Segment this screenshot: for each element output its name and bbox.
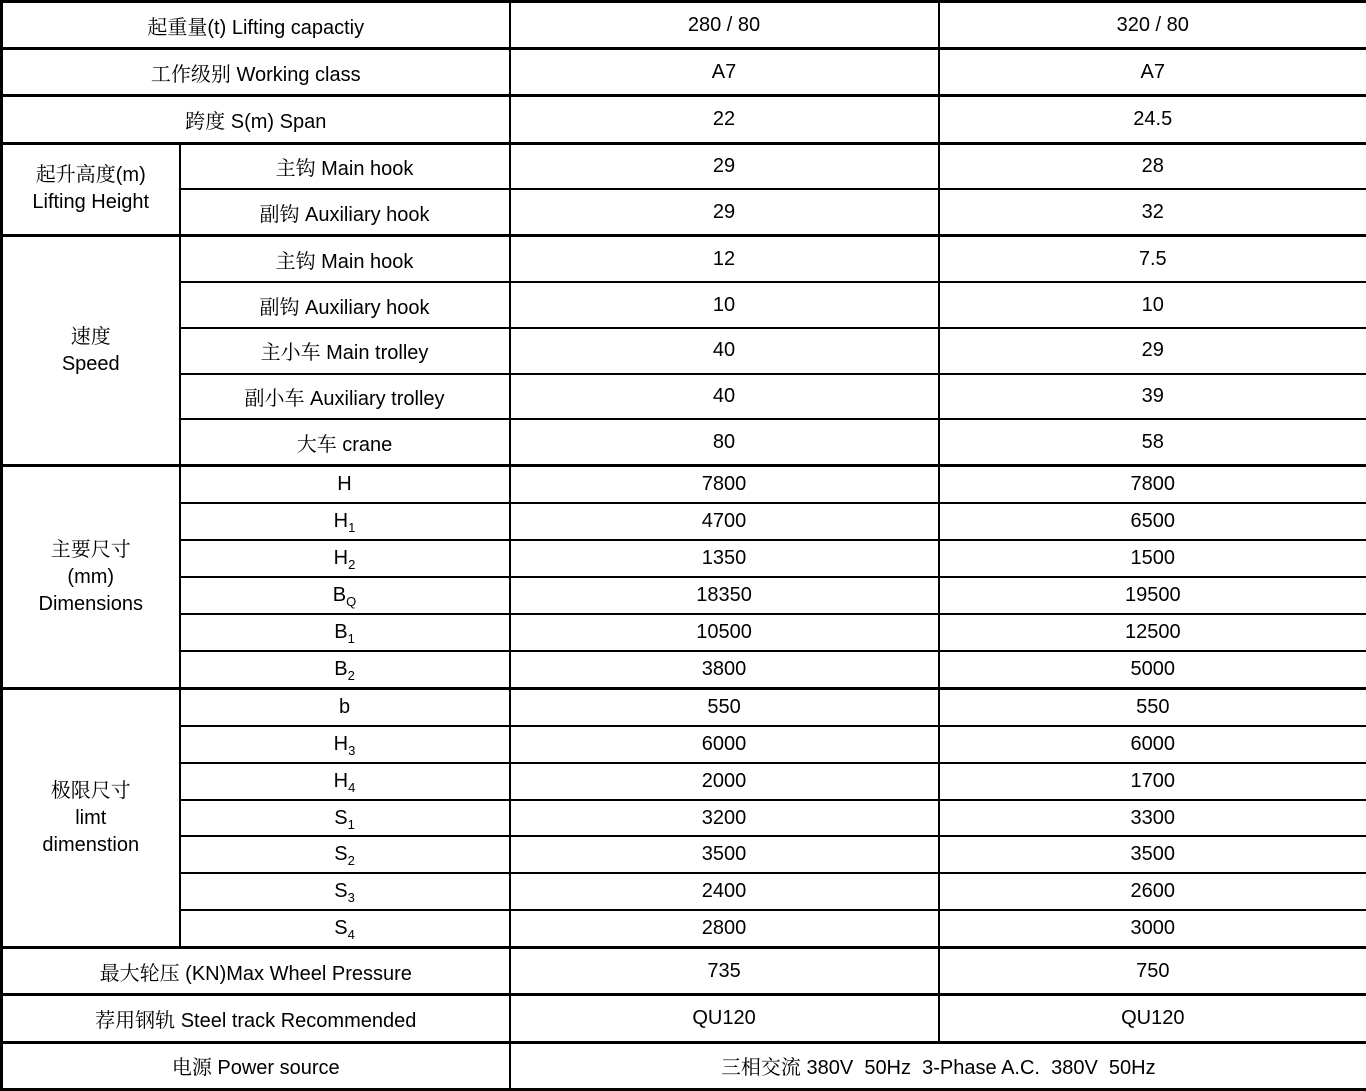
value-cell: 3500 xyxy=(510,836,939,873)
row-speed-main-trolley xyxy=(2,328,1366,374)
value-cell: 5000 xyxy=(939,651,1366,689)
row-power-source xyxy=(2,1042,1366,1089)
value-cell: 750 xyxy=(939,948,1366,995)
group-label-en: Speed xyxy=(61,352,120,375)
sub-label: 副钩 Auxiliary hook xyxy=(180,189,510,235)
symbol-label: $B_1$ xyxy=(180,614,510,651)
value-cell: 6500 xyxy=(939,503,1366,540)
symbol-label: $H_4$ xyxy=(180,763,510,800)
value-cell: 3000 xyxy=(939,910,1366,948)
row-dim-H2 xyxy=(2,540,1366,577)
row-speed-aux-hook xyxy=(2,282,1366,328)
row-working-class xyxy=(2,49,1366,96)
value-cell: 7800 xyxy=(510,466,939,504)
value-cell: 550 xyxy=(510,688,939,726)
value-cell: 12 xyxy=(510,236,939,282)
value-cell: 1500 xyxy=(939,540,1366,577)
sub-label: 大车 crane xyxy=(180,419,510,465)
value-cell: QU120 xyxy=(510,995,939,1042)
lifting-capacity-label: 起重量(t) Lifting capactiy xyxy=(2,2,510,49)
value-cell: 2600 xyxy=(939,873,1366,910)
span-label: 跨度 S(m) Span xyxy=(2,96,510,143)
power-source-label: 电源 Power source xyxy=(2,1042,510,1089)
group-label-en: limt xyxy=(75,806,107,829)
value-cell: 6000 xyxy=(510,726,939,763)
value-cell: 80 xyxy=(510,419,939,465)
value-cell: 1350 xyxy=(510,540,939,577)
row-limit-H4 xyxy=(2,763,1366,800)
value-cell: 735 xyxy=(510,948,939,995)
row-dim-B2 xyxy=(2,651,1366,689)
group-label-en: dimenstion xyxy=(42,833,140,856)
value-cell: 22 xyxy=(510,96,939,143)
symbol-label: $H_2$ xyxy=(180,540,510,577)
value-cell: A7 xyxy=(510,49,939,96)
value-cell: 39 xyxy=(939,374,1366,420)
symbol-label: $B_2$ xyxy=(180,651,510,689)
value-cell: 3500 xyxy=(939,836,1366,873)
value-cell: 2000 xyxy=(510,763,939,800)
symbol-label: $S_3$ xyxy=(180,873,510,910)
value-cell: A7 xyxy=(939,49,1366,96)
group-label-zh: 主要尺寸 xyxy=(50,538,131,561)
row-limit-S4 xyxy=(2,910,1366,948)
symbol-label: b xyxy=(180,688,510,726)
value-cell: 40 xyxy=(510,374,939,420)
value-cell: 3200 xyxy=(510,800,939,837)
group-label-en: Dimensions xyxy=(38,592,143,615)
row-speed-aux-trolley xyxy=(2,374,1366,420)
sub-label: 副小车 Auxiliary trolley xyxy=(180,374,510,420)
value-cell: 28 xyxy=(939,143,1366,189)
sub-label: 主钩 Main hook xyxy=(180,143,510,189)
value-cell: 19500 xyxy=(939,577,1366,614)
value-cell: 58 xyxy=(939,419,1366,465)
symbol-label: $S_2$ xyxy=(180,836,510,873)
sub-label: 主小车 Main trolley xyxy=(180,328,510,374)
group-label-en: Lifting Height xyxy=(32,191,150,214)
value-cell: 320 / 80 xyxy=(939,2,1366,49)
value-cell: 10 xyxy=(939,282,1366,328)
row-dim-BQ xyxy=(2,577,1366,614)
row-dim-B1 xyxy=(2,614,1366,651)
value-cell: 10 xyxy=(510,282,939,328)
row-height-aux-hook xyxy=(2,189,1366,235)
value-cell: 3300 xyxy=(939,800,1366,837)
row-limit-H3 xyxy=(2,726,1366,763)
row-speed-crane xyxy=(2,419,1366,465)
value-cell: 29 xyxy=(939,328,1366,374)
value-cell: 1700 xyxy=(939,763,1366,800)
value-cell: 2400 xyxy=(510,873,939,910)
symbol-label: $S_1$ xyxy=(180,800,510,837)
symbol-label: $H_1$ xyxy=(180,503,510,540)
row-limit-S3 xyxy=(2,873,1366,910)
symbol-label: H xyxy=(180,466,510,504)
power-source-value: 三相交流 380V 50Hz 3-Phase A.C. 380V 50Hz xyxy=(510,1042,1366,1089)
row-span xyxy=(2,96,1366,143)
value-cell: 280 / 80 xyxy=(510,2,939,49)
value-cell: 18350 xyxy=(510,577,939,614)
value-cell: 32 xyxy=(939,189,1366,235)
group-label-unit: (mm) xyxy=(67,565,115,588)
group-label-lifting-height xyxy=(2,143,180,236)
symbol-label: $S_4$ xyxy=(180,910,510,948)
value-cell: 29 xyxy=(510,143,939,189)
group-label-dimensions xyxy=(2,466,180,689)
value-cell: 6000 xyxy=(939,726,1366,763)
value-cell: 29 xyxy=(510,189,939,235)
row-limit-S2 xyxy=(2,836,1366,873)
sub-label: 副钩 Auxiliary hook xyxy=(180,282,510,328)
row-limit-b xyxy=(2,688,1366,726)
value-cell: 550 xyxy=(939,688,1366,726)
max-wheel-pressure-label: 最大轮压 (KN)Max Wheel Pressure xyxy=(2,948,510,995)
row-steel-track xyxy=(2,995,1366,1042)
value-cell: 4700 xyxy=(510,503,939,540)
steel-track-label: 荐用钢轨 Steel track Recommended xyxy=(2,995,510,1042)
row-max-wheel-pressure xyxy=(2,948,1366,995)
group-label-zh: 极限尺寸 xyxy=(50,779,131,802)
symbol-label: $B_Q$ xyxy=(180,577,510,614)
sub-label: 主钩 Main hook xyxy=(180,236,510,282)
value-cell: QU120 xyxy=(939,995,1366,1042)
row-height-main-hook xyxy=(2,143,1366,189)
row-limit-S1 xyxy=(2,800,1366,837)
value-cell: 3800 xyxy=(510,651,939,689)
value-cell: 2800 xyxy=(510,910,939,948)
value-cell: 40 xyxy=(510,328,939,374)
row-speed-main-hook xyxy=(2,236,1366,282)
group-label-zh: 起升高度(m) xyxy=(35,164,146,187)
value-cell: 24.5 xyxy=(939,96,1366,143)
working-class-label: 工作级别 Working class xyxy=(2,49,510,96)
value-cell: 7.5 xyxy=(939,236,1366,282)
symbol-label: $H_3$ xyxy=(180,726,510,763)
value-cell: 12500 xyxy=(939,614,1366,651)
value-cell: 7800 xyxy=(939,466,1366,504)
group-label-zh: 速度 xyxy=(70,325,111,348)
row-dim-H xyxy=(2,466,1366,504)
value-cell: 10500 xyxy=(510,614,939,651)
row-lifting-capacity xyxy=(2,2,1366,49)
group-label-limit-dimension xyxy=(2,688,180,947)
group-label-speed xyxy=(2,236,180,466)
row-dim-H1 xyxy=(2,503,1366,540)
